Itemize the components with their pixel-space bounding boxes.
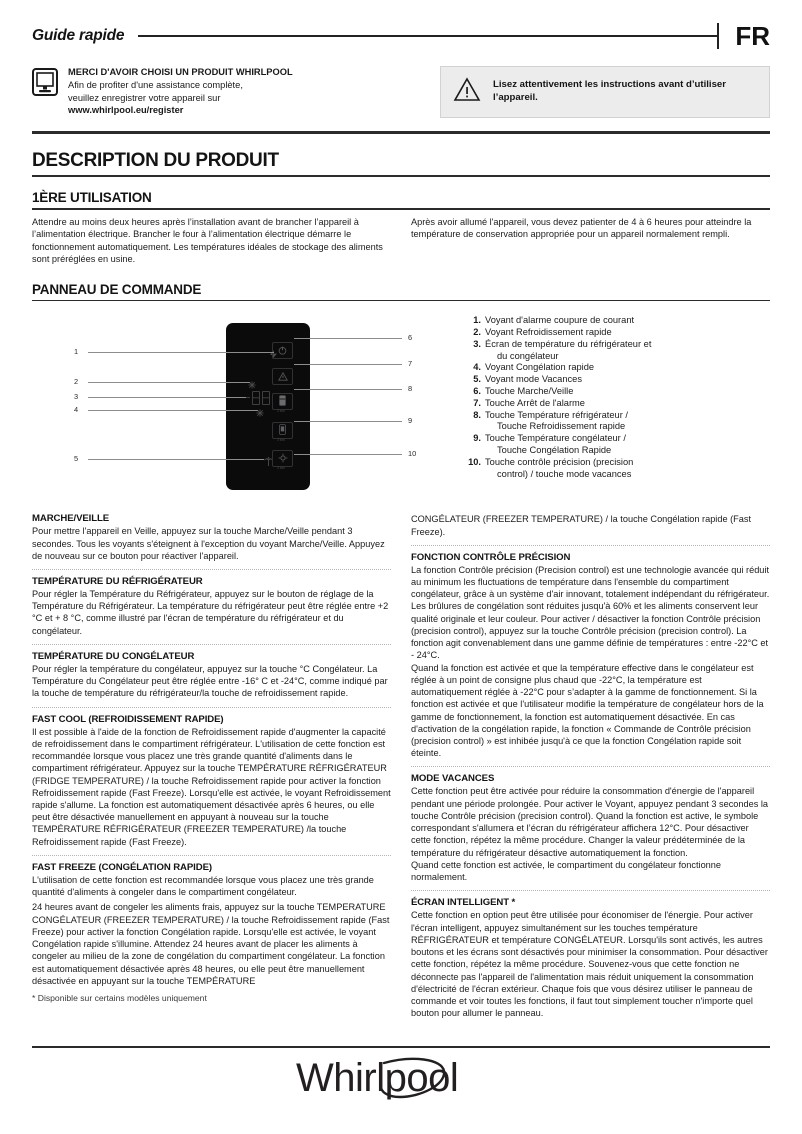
- legend-item-label: [485, 315, 770, 327]
- precision-control-icon: [278, 450, 288, 468]
- header-divider-rule: [138, 35, 719, 37]
- legend-item-number: 8.: [473, 409, 481, 420]
- callout-number-9: 9: [408, 416, 413, 426]
- fridge-temp-key[interactable]: [272, 393, 293, 410]
- heading-fast-cool: FAST COOL (REFROIDISSEMENT RAPIDE): [32, 713, 224, 725]
- digit-1: [252, 391, 260, 405]
- legend-item-number: 9.: [473, 433, 481, 444]
- section-title-control-panel: PANNEAU DE COMMANDE: [32, 281, 202, 297]
- legend-item-label-line1: Voyant mode Vacances: [485, 374, 582, 385]
- legend-item-label: [485, 374, 770, 386]
- registration-line-1: Afin de profiter d'une assistance complète,: [68, 79, 243, 90]
- leader-line-2: [88, 382, 250, 383]
- separator-4: [32, 855, 391, 856]
- page-title: DESCRIPTION DU PRODUIT: [32, 150, 279, 171]
- brand-logo: [0, 1053, 802, 1112]
- legend-item: [464, 410, 770, 434]
- leader-line-1: [88, 352, 274, 353]
- legend-item: [464, 386, 770, 398]
- legend-item-label-line1: Écran de température du réfrigérateur et: [485, 338, 652, 349]
- text-mode-vacances-2: Quand cette fonction est activée, le compartiment du congélateur fonctionne normalement.: [411, 859, 722, 883]
- first-use-left-column: [32, 216, 391, 266]
- leader-line-8: [294, 389, 402, 390]
- heading-fast-freeze: FAST FREEZE (CONGÉLATION RAPIDE): [32, 861, 212, 873]
- heading-marche-veille: MARCHE/VEILLE: [32, 513, 110, 525]
- control-panel-legend: [452, 311, 770, 503]
- warning-text: Lisez attentivement les instructions avant d’utiliser l’appareil.: [493, 79, 726, 103]
- legend-item-number: 1.: [473, 315, 481, 326]
- freezer-temp-key-sublabel: 3 sec: [276, 438, 286, 443]
- section-fast-cool: [32, 714, 391, 848]
- legend-item-number: 2.: [473, 327, 481, 338]
- seven-segment-display: [246, 391, 270, 404]
- minus-sign: [246, 397, 250, 398]
- digit-2: [262, 391, 270, 405]
- section-mode-vacances: [411, 773, 770, 883]
- legend-list: [464, 315, 770, 480]
- control-panel-device: [226, 323, 310, 490]
- legend-item-label-line1: Voyant d'alarme coupure de courant: [485, 315, 635, 326]
- legend-item-label-line1: Touche Température congélateur /: [485, 433, 626, 444]
- main-content-columns: [32, 513, 770, 1019]
- legend-item-label-line2: Touche Congélation Rapide: [497, 445, 612, 456]
- legend-item: [464, 433, 770, 457]
- leader-line-6: [294, 338, 402, 339]
- legend-item-number: 10.: [468, 456, 481, 467]
- legend-item-label-line2: du congélateur: [497, 350, 559, 361]
- separator-1: [32, 569, 391, 570]
- legend-item-number: 6.: [473, 386, 481, 397]
- text-ecran-intelligent: Cette fonction en option peut être utilisée pour économiser de l'énergie. Pour activer l'écran intelligent, appuyez simultanément sur les touches température RÉFRIGÉRATEUR et température CONGÉLATEUR. Lorsqu'ils sont activés, les autres boutons et les écrans sont désactivés pour minimiser la consommation. Pour désactiver cette fonction, répétez la même procédure. Souvenez-vous que cette fonction ne déconnecte pas l'appareil de l'alimentation mais réduit uniquement la consommation d'électricité de l'écran extérieur. Chaque fois que vous désirez utiliser le panneau de commande et voir toutes les fonctions, il faut tout simplement toucher n'importe quel bouton pour allumer le panneau.: [411, 910, 768, 1019]
- leader-line-3: [88, 397, 246, 398]
- legend-item-label-line1: Touche Marche/Veille: [485, 386, 574, 397]
- text-precision-control-1: La fonction Contrôle précision (Precision control) est une technologie avancée qui réduit au minimum les fluctuations de température dans l'ensemble du compartiment congélateur, grâce à un système d'air innovant, totalement indépendant du réfrigérateur. Les brûlures de congélation sont réduites jusqu'à 60% et les aliments conservent leur qualité originale et leur couleur. Pour activer / désactiver la fonction Contrôle précision (precision control), appuyez sur la touche Contrôle précision (precision control). La fonction agit convenablement dans une gamme définie de températures : entre -22°C et - 24°C.: [411, 564, 770, 661]
- fridge-temp-key-sublabel: 3 sec: [276, 409, 286, 414]
- footnote: * Disponible sur certains modèles uniquement: [32, 993, 207, 1004]
- text-mode-vacances-1: Cette fonction peut être activée pour réduire la consommation d'énergie de l'appareil pendant une période prolongée. Pour activer le Voyant, appuyez pendant 3 secondes la touche Contrôle précision (precision control). Quand la fonction est active, le symbole correspondant s'allumera et l’écran du réfrigérateur affichera 12°C. Pour désactiver cette fonction, répétez la même procédure. Changer la valeur prédéterminée de la température du réfrigérateur désactive automatiquement la fonction.: [411, 786, 769, 858]
- registration-block: [32, 66, 422, 117]
- legend-item-label-line1: Touche Température réfrigérateur /: [485, 409, 628, 420]
- svg-text:Whirlpool: Whirlpool: [296, 1056, 459, 1100]
- first-use-left-text: Attendre au moins deux heures après l’installation avant de brancher l’appareil à l’alimentation électrique. Brancher le four à l’alimentation électrique démarre le fonctionnement automatiquement. Les températures idéales de stockage des aliments sont préréglées en usine.: [32, 216, 383, 265]
- section-fast-freeze: [32, 862, 391, 987]
- legend-item: [464, 457, 770, 481]
- page-header: [32, 0, 770, 54]
- text-fast-freeze-continued: CONGÉLATEUR (FREEZER TEMPERATURE) / la touche Congélation rapide (Fast Freeze).: [411, 514, 752, 537]
- text-fast-freeze-1: L'utilisation de cette fonction est recommandée lorsque vous placez une très grande quantité d'aliments à congeler dans le compartiment congélateur.: [32, 874, 374, 898]
- legend-item-number: 3.: [473, 338, 481, 349]
- section-temp-congelateur: [32, 651, 391, 700]
- warning-triangle-icon: [453, 77, 481, 107]
- separator-3: [32, 707, 391, 708]
- legend-item-label: [485, 433, 770, 457]
- registration-url[interactable]: www.whirlpool.eu/register: [68, 105, 184, 116]
- legend-item-number: 5.: [473, 374, 481, 385]
- footer-rule: [32, 1046, 770, 1048]
- guide-title: Guide rapide: [32, 27, 125, 44]
- first-use-right-column: [411, 216, 770, 266]
- section-ecran-intelligent: [411, 897, 770, 1019]
- callout-number-10: 10: [408, 449, 417, 459]
- section-marche-veille: [32, 513, 391, 562]
- separator-5: [411, 545, 770, 546]
- legend-item-number: 7.: [473, 397, 481, 408]
- precision-control-key[interactable]: [272, 450, 293, 467]
- first-use-columns: [32, 216, 770, 266]
- alarm-off-key[interactable]: [272, 368, 293, 385]
- legend-item-label: [485, 398, 770, 410]
- text-temp-congelateur: Pour régler la température du congélateur, appuyez sur la touche °C Congélateur. La Température du Congélateur peut être réglée entre -16° C et -24°C, comme indiqué par la touche de température du réfrigérateur/la touche de refroidissement rapide.: [32, 663, 388, 699]
- control-panel-block: [32, 311, 770, 503]
- registration-text: [68, 66, 293, 117]
- heading-ecran-intelligent: ÉCRAN INTELLIGENT *: [411, 897, 516, 909]
- callout-number-8: 8: [408, 384, 413, 394]
- legend-item-label-line1: Voyant Refroidissement rapide: [485, 327, 612, 338]
- callout-number-5: 5: [74, 454, 79, 464]
- text-precision-control-2: Quand la fonction est activée et que la température effective dans le congélateur est réglée à un point de consigne plus chaud que -22°C, la température est automatiquement réglée à -22°C pour s’adapter à la gamme de fonctionnement. Si la fonction est activée et que l'utilisateur modifie la température de congélateur hors de la gamme de fonctionnement, la fonction est automatiquement désactivée. En cas d'activation de la congélation rapide, la fonction « Commande de Contrôle précision (precision control) » est inhibée jusqu'à ce que la fonction Congélation rapide soit éteinte.: [411, 662, 764, 759]
- text-temp-refrigerateur: Pour régler la Température du Réfrigérateur, appuyez sur le bouton de réglage de la Température du Réfrigérateur. La température du réfrigérateur peut être réglée entre +2 °C et + 8 °C, comme illustré par l'écran de température du réfrigérateur et du congélateur.: [32, 588, 389, 636]
- main-left-column: [32, 513, 391, 1019]
- header-bottom-rule: [32, 131, 770, 134]
- legend-item: [464, 374, 770, 386]
- whirlpool-logo-icon: [292, 1053, 510, 1107]
- section-temp-refrigerateur: [32, 576, 391, 637]
- leader-line-5: [88, 459, 264, 460]
- legend-item-label: [485, 457, 770, 481]
- legend-item: [464, 327, 770, 339]
- registration-heading: MERCI D'AVOIR CHOISI UN PRODUIT WHIRLPOOL: [68, 67, 293, 77]
- legend-item-label-line2: control) / touche mode vacances: [497, 468, 632, 479]
- heading-precision-control: FONCTION CONTRÔLE PRÉCISION: [411, 551, 571, 563]
- legend-item-label-line1: Touche Arrêt de l'alarme: [485, 397, 585, 408]
- leader-line-7: [294, 364, 402, 365]
- legend-item: [464, 362, 770, 374]
- alarm-bell-icon: [278, 368, 288, 386]
- main-right-column: [411, 513, 770, 1019]
- text-marche-veille: Pour mettre l'appareil en Veille, appuyez sur la touche Marche/Veille pendant 3 secondes. Tous les voyants s'éteignent à l'exception du voyant Marche/Veille. Appuyez de nouveau sur ce bouton pour réactiver l'appareil.: [32, 526, 385, 561]
- leader-line-4: [88, 410, 258, 411]
- legend-item: [464, 339, 770, 363]
- heading-temp-congelateur: TEMPÉRATURE DU CONGÉLATEUR: [32, 650, 195, 662]
- monitor-icon: [32, 68, 58, 101]
- precision-control-key-sublabel: 3 sec: [276, 466, 286, 471]
- leader-line-10: [294, 454, 402, 455]
- control-panel-diagram: [32, 311, 452, 503]
- legend-item-label: [485, 386, 770, 398]
- legend-item: [464, 315, 770, 327]
- leader-line-9: [294, 421, 402, 422]
- legend-item-label: [485, 327, 770, 339]
- section-precision-control: [411, 552, 770, 760]
- separator-6: [411, 766, 770, 767]
- legend-item-label: [485, 339, 770, 363]
- freezer-icon: [279, 422, 286, 440]
- registration-banner: [32, 66, 770, 118]
- legend-item-label-line1: Voyant Congélation rapide: [485, 362, 595, 373]
- text-fast-freeze-2: 24 heures avant de congeler les aliments frais, appuyez sur la touche TEMPERATURE CONGÉLATEUR (FREEZER TEMPERATURE) / la touche Refroidissement rapide (Fast Freeze) pour activer la fonction Congélation rapide. Lorsqu'elle est activée, le voyant Congélation rapide s'illumine. Attendez 24 heures avant de placer les aliments à congeler au milieu de la zone de congélation du compartiment congélateur. La fonction est automatiquement désactivée après 48 heures, ou elle peut être manuellement désactivée en appuyant sur la touche TEMPÉRATURE: [32, 902, 390, 986]
- section-title-first-use: 1ÈRE UTILISATION: [32, 190, 152, 206]
- first-use-right-text: Après avoir allumé l'appareil, vous devez patienter de 4 à 6 heures pour atteindre la température de conservation appropriée pour un appareil normalement rempli.: [411, 216, 752, 240]
- legend-item-number: 4.: [473, 362, 481, 373]
- callout-number-7: 7: [408, 359, 413, 369]
- heading-temp-refrigerateur: TEMPÉRATURE DU RÉFRIGÉRATEUR: [32, 575, 203, 587]
- text-fast-cool: Il est possible à l'aide de la fonction de Refroidissement rapide d'augmenter la capacité de refroidissement dans le compartiment réfrigérateur. L'utilisation de cette fonction est recommandée lorsque vous placez une très grande quantité d'aliments dans le compartiment réfrigérateur. Appuyez sur la touche TEMPÉRATURE RÉFRIGÉRATEUR (FRIDGE TEMPERATURE) / la touche Refroidissement rapide pour activer la fonction Refroidissement rapide (Fast Freeze). Lorsqu'elle est activée, le voyant Refroidissement rapide s'allume. La fonction est automatiquement désactivée après 6 heures, ou elle peut être désactivée manuellement en appuyant à nouveau sur la touche TEMPÉRATURE RÉFRIGÉRATEUR (FREEZER TEMPERATURE) /la touche Refroidissement rapide (Fast Freeze).: [32, 726, 391, 847]
- callout-number-3: 3: [74, 392, 79, 402]
- callout-number-4: 4: [74, 405, 79, 415]
- separator-2: [32, 644, 391, 645]
- callout-number-1: 1: [74, 347, 79, 357]
- power-standby-key[interactable]: [272, 342, 293, 359]
- warning-box: [440, 66, 770, 118]
- legend-item-label: [485, 410, 770, 434]
- legend-item-label: [485, 362, 770, 374]
- registration-line-2: veuillez enregistrer votre appareil sur: [68, 92, 221, 103]
- section-title-first-use-rule: [32, 208, 770, 210]
- separator-7: [411, 890, 770, 891]
- callout-number-6: 6: [408, 333, 413, 343]
- freezer-temp-key[interactable]: [272, 422, 293, 439]
- heading-mode-vacances: MODE VACANCES: [411, 773, 495, 785]
- legend-item-label-line2: Touche Refroidissement rapide: [497, 421, 626, 432]
- power-icon: [278, 342, 287, 360]
- legend-item: [464, 398, 770, 410]
- fridge-icon: [279, 393, 286, 411]
- legend-item-label-line1: Touche contrôle précision (precision: [485, 456, 634, 467]
- page-title-rule: [32, 175, 770, 177]
- section-title-control-panel-rule: [32, 300, 770, 302]
- language-code: FR: [735, 21, 770, 51]
- callout-number-2: 2: [74, 377, 79, 387]
